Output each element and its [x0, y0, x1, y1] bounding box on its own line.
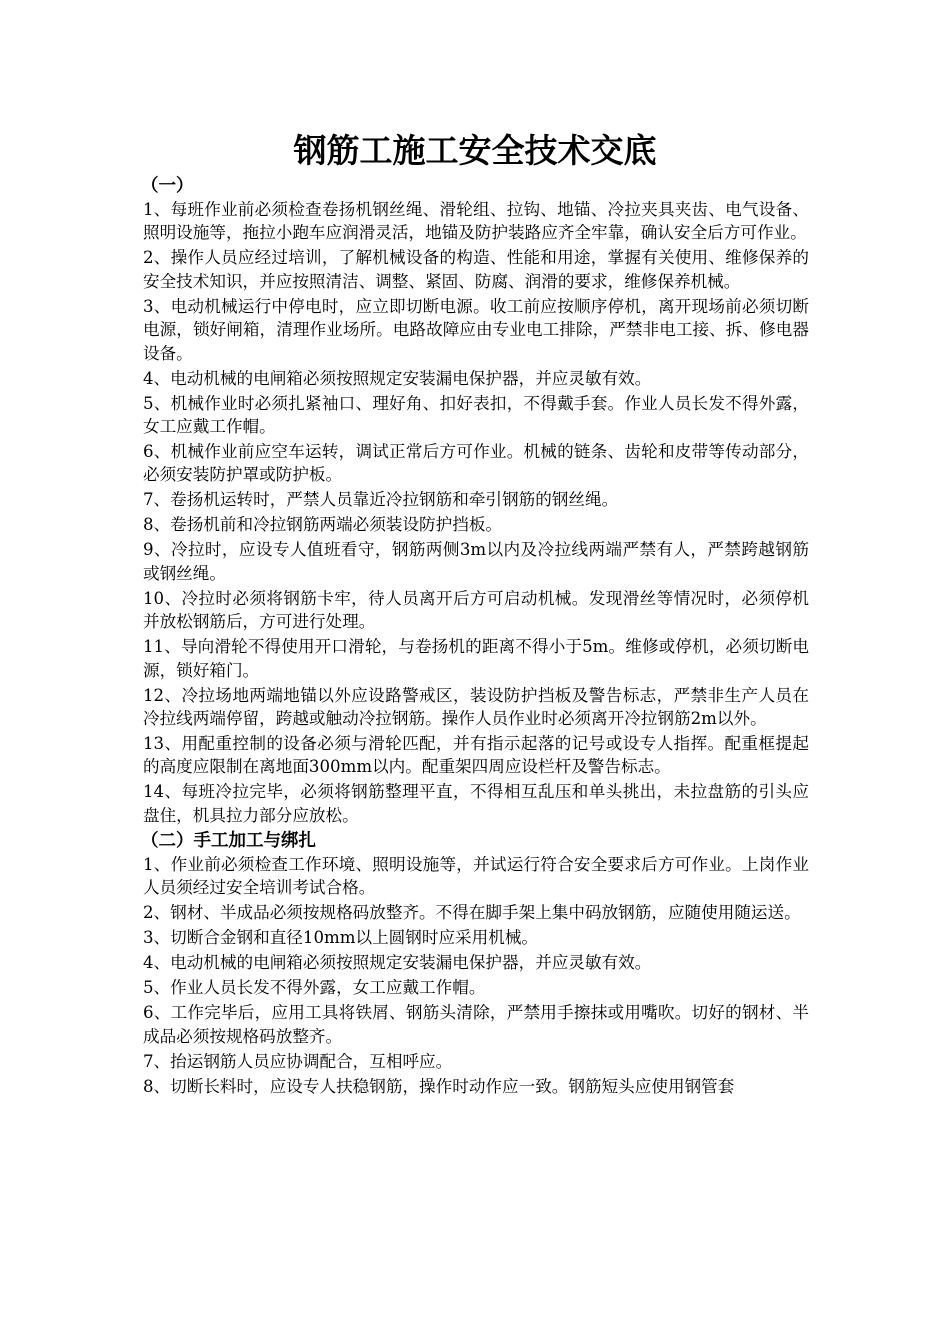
list-item: 14、每班冷拉完毕，必须将钢筋整理平直，不得相互乱压和单头挑出，未拉盘筋的引头应盘住，机具拉力部分应放松。	[143, 782, 809, 825]
list-item: 13、用配重控制的设备必须与滑轮匹配，并有指示起落的记号或设专人指挥。配重框提起的高度应限制在离地面300mm以内。配重架四周应设栏杆及警告标志。	[143, 734, 809, 777]
document-body	[143, 174, 809, 1100]
list-item: 10、冷拉时必须将钢筋卡牢，待人员离开后方可启动机械。发现滑丝等情况时，必须停机并放松钢筋后，方可进行处理。	[143, 588, 809, 632]
list-item: 6、机械作业前应空车运转，调试正常后方可作业。机械的链条、齿轮和皮带等传动部分，必须安装防护罩或防护板。	[143, 442, 809, 485]
list-item: 8、卷扬机前和冷拉钢筋两端必须装设防护挡板。	[143, 515, 503, 535]
document-title: 钢筋工施工安全技术交底	[293, 131, 657, 170]
section-2	[143, 829, 809, 1098]
section-heading: （二）手工加工与绑扎	[141, 830, 316, 851]
list-item: 1、作业前必须检查工作环境、照明设施等，并试运行符合安全要求后方可作业。上岗作业人员须经过安全培训考试合格。	[143, 854, 809, 898]
list-item: 5、机械作业时必须扎紧袖口、理好角、扣好表扣，不得戴手套。作业人员长发不得外露，女工应戴工作帽。	[143, 393, 809, 437]
section-1	[143, 174, 809, 827]
list-item: 2、操作人员应经过培训，了解机械设备的构造、性能和用途，掌握有关使用、维修保养的安全技术知识，并应按照清洁、调整、紧固、防腐、润滑的要求，维修保养机械。	[143, 248, 809, 291]
list-item: 3、切断合金钢和直径10mm以上圆钢时应采用机械。	[143, 928, 539, 948]
list-item: 9、冷拉时，应设专人值班看守，钢筋两侧3m以内及冷拉线两端严禁有人，严禁跨越钢筋或钢丝绳。	[143, 540, 809, 583]
list-item: 6、工作完毕后，应用工具将铁屑、钢筋头清除，严禁用手擦抹或用嘴吹。切好的钢材、半成品必须按规格码放整齐。	[143, 1003, 809, 1046]
list-item: 4、电动机械的电闸箱必须按照规定安装漏电保护器，并应灵敏有效。	[143, 953, 652, 973]
list-item: 11、导向滑轮不得使用开口滑轮，与卷扬机的距离不得小于5m。维修或停机，必须切断电源，锁好箱门。	[143, 637, 809, 680]
list-item: 8、切断长料时，应设专人扶稳钢筋，操作时动作应一致。钢筋短头应使用钢管套	[143, 1076, 735, 1096]
list-item: 2、钢材、半成品必须按规格码放整齐。不得在脚手架上集中码放钢筋，应随使用随运送。	[143, 903, 801, 923]
list-item: 7、抬运钢筋人员应协调配合，互相呼应。	[143, 1051, 453, 1071]
list-item: 4、电动机械的电闸箱必须按照规定安装漏电保护器，并应灵敏有效。	[143, 368, 652, 388]
list-item: 1、每班作业前必须检查卷扬机钢丝绳、滑轮组、拉钩、地锚、冷拉夹具夹齿、电气设备、照明设施等，拖拉小跑车应润滑灵活，地锚及防护装路应齐全牢靠，确认安全后方可作业。	[143, 200, 809, 243]
list-item: 5、作业人员长发不得外露，女工应戴工作帽。	[143, 978, 486, 998]
list-item: 7、卷扬机运转时，严禁人员靠近冷拉钢筋和牵引钢筋的钢丝绳。	[143, 490, 619, 510]
section-heading: （一）	[141, 176, 194, 196]
list-item: 12、冷拉场地两端地锚以外应设路警戒区，装设防护挡板及警告标志，严禁非生产人员在冷拉线两端停留，跨越或触动冷拉钢筋。操作人员作业时必须离开冷拉钢筋2m以外。	[143, 685, 809, 729]
list-item: 3、电动机械运行中停电时，应立即切断电源。收工前应按顺序停机，离开现场前必须切断电源，锁好闸箱，清理作业场所。电路故障应由专业电工排除，严禁非电工接、拆、修电器设备。	[143, 296, 809, 363]
